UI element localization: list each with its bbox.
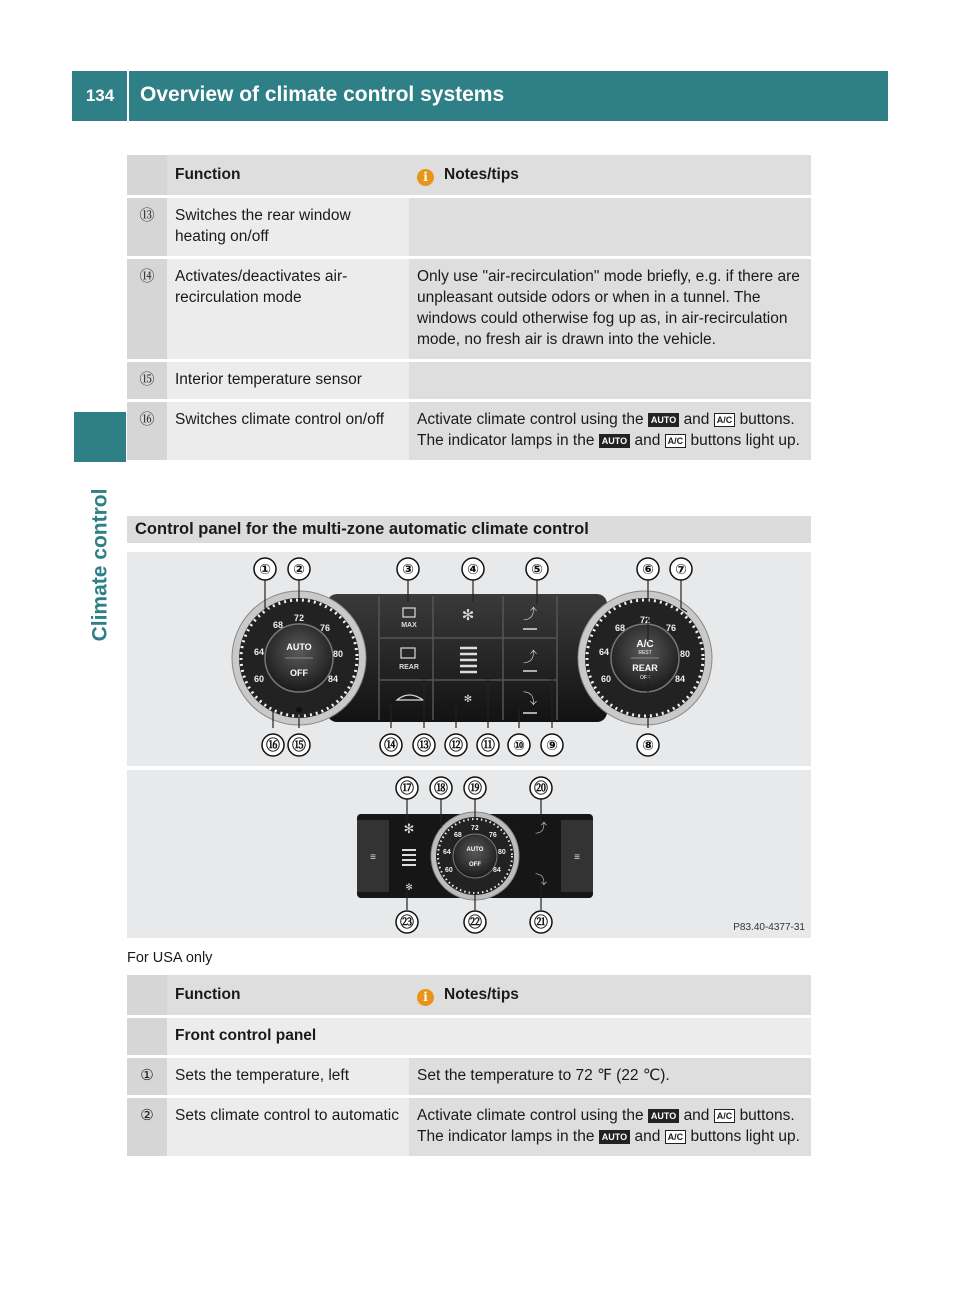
auto-button-icon: AUTO <box>648 413 679 427</box>
ac-button-icon: A/C <box>714 1109 736 1123</box>
front-panel-illustration <box>127 552 811 766</box>
callout-1: ① <box>259 561 271 577</box>
fan-high-icon: ✻ <box>461 607 475 624</box>
table-row: ⑮ Interior temperature sensor <box>127 361 811 401</box>
rear-control-panel-figure <box>127 770 811 938</box>
callout-4: ④ <box>467 561 479 577</box>
rear-fan-low-icon: ✻ <box>405 882 413 892</box>
svg-text:68: 68 <box>454 832 462 839</box>
column-header-notes: i Notes/tips <box>409 975 811 1017</box>
svg-text:76: 76 <box>489 832 497 839</box>
svg-text:80: 80 <box>498 849 506 856</box>
svg-text:60: 60 <box>254 674 265 684</box>
svg-text:80: 80 <box>333 649 344 659</box>
callout-17: ⑰ <box>400 780 414 796</box>
header-divider <box>127 71 129 121</box>
callout-3: ③ <box>402 561 414 577</box>
svg-text:OFF: OFF <box>640 675 650 681</box>
page-number: 134 <box>85 86 115 105</box>
callout-9: ⑨ <box>546 737 558 753</box>
seat-heat-left-icon: ≡ <box>370 852 376 863</box>
callout-6: ⑥ <box>642 561 654 577</box>
ac-button-icon: A/C <box>665 1130 687 1144</box>
table-row: ⑭ Activates/deactivates air-recirculation mode Only use "air-recirculation" mode briefly, e.g. if there are unpleasant outside odors or when in a tunnel. The windows could otherwise fog up as, in air-recirculation mode, no fresh air is drawn into the vehicle. <box>127 258 811 361</box>
rear-airflow-upper-icon: ⤴ <box>534 821 548 835</box>
callout-20: ⑳ <box>534 780 548 796</box>
svg-text:68: 68 <box>615 623 626 633</box>
section-tab <box>74 412 126 462</box>
column-header-function: Function <box>167 975 409 1017</box>
table-row: ⑯ Switches climate control on/off Activate climate control using the AUTO and A/C buttons. The indicator lamps in the AUTO and A/C buttons light up. <box>127 401 811 462</box>
market-note: For USA only <box>127 950 213 966</box>
column-header-notes: i Notes/tips <box>409 155 811 197</box>
rear-panel-illustration <box>127 770 811 938</box>
callout-12: ⑫ <box>449 737 463 753</box>
front-control-panel-figure <box>127 552 811 766</box>
callout-10: ⑩ <box>513 737 525 753</box>
rear-airflow-lower-icon: ⤵ <box>534 873 548 887</box>
table-header-row <box>127 975 811 1017</box>
table-header-row <box>127 155 811 197</box>
svg-text:84: 84 <box>328 674 339 684</box>
svg-text:REST: REST <box>638 650 652 656</box>
callout-11: ⑪ <box>481 737 495 753</box>
svg-text:60: 60 <box>445 867 453 874</box>
seat-heat-right-icon: ≡ <box>574 852 580 863</box>
ac-button-icon: A/C <box>665 434 687 448</box>
rear-fan-high-icon: ✻ <box>403 821 415 836</box>
callout-13: ⑬ <box>417 737 431 753</box>
callout-21: ㉑ <box>534 914 548 930</box>
rear-label: REAR <box>632 663 658 673</box>
callout-16: ⑯ <box>266 737 280 753</box>
svg-text:64: 64 <box>599 647 610 657</box>
svg-text:64: 64 <box>443 849 451 856</box>
callout-7: ⑦ <box>675 561 687 577</box>
table-row: ① Sets the temperature, left Set the temperature to 72 ℉ (22 ℃). <box>127 1057 811 1097</box>
max-defrost-label: MAX <box>401 622 417 629</box>
function-table-1 <box>127 155 811 463</box>
ac-label: A/C <box>636 639 654 650</box>
section-side-label: Climate control <box>88 488 112 642</box>
callout-18: ⑱ <box>434 780 448 796</box>
svg-text:OFF: OFF <box>469 862 481 868</box>
page-title: Overview of climate control systems <box>140 83 505 106</box>
rear-defrost-label: REAR <box>399 664 419 671</box>
svg-text:60: 60 <box>601 674 612 684</box>
svg-text:72: 72 <box>471 825 479 832</box>
callout-23: ㉓ <box>400 914 414 930</box>
airflow-windshield-icon: ⤴ <box>523 606 537 622</box>
callout-2: ② <box>293 561 305 577</box>
airflow-center-icon: ⤴ <box>523 649 537 665</box>
section-heading: Control panel for the multi-zone automatic climate control <box>127 516 811 543</box>
table-row: ⑬ Switches the rear window heating on/off <box>127 197 811 258</box>
info-icon: i <box>417 989 434 1006</box>
table-subheader-row <box>127 1017 811 1057</box>
callout-5: ⑤ <box>531 561 543 577</box>
svg-text:84: 84 <box>493 867 501 874</box>
svg-text:72: 72 <box>640 615 651 625</box>
callout-14: ⑭ <box>384 737 398 753</box>
off-label: OFF <box>290 668 308 678</box>
fan-low-icon: ✻ <box>463 694 473 705</box>
auto-button-icon: AUTO <box>599 1130 630 1144</box>
airflow-footwell-icon: ⤵ <box>523 691 537 707</box>
column-header-function: Function <box>167 155 409 197</box>
front-control-panel-label: Front control panel <box>167 1017 811 1057</box>
callout-19: ⑲ <box>468 780 482 796</box>
callout-8: ⑧ <box>642 737 654 753</box>
callout-15: ⑮ <box>292 737 306 753</box>
svg-text:68: 68 <box>273 620 284 630</box>
auto-button-icon: AUTO <box>599 434 630 448</box>
svg-text:84: 84 <box>675 674 686 684</box>
function-table-2 <box>127 975 811 1159</box>
auto-button-icon: AUTO <box>648 1109 679 1123</box>
table-row: ② Sets climate control to automatic Activate climate control using the AUTO and A/C buttons. The indicator lamps in the AUTO and A/C buttons light up. <box>127 1097 811 1158</box>
svg-text:72: 72 <box>294 613 305 623</box>
callout-22: ㉒ <box>468 914 482 930</box>
svg-text:76: 76 <box>320 623 331 633</box>
ac-button-icon: A/C <box>714 413 736 427</box>
svg-text:64: 64 <box>254 647 265 657</box>
svg-text:76: 76 <box>666 623 677 633</box>
info-icon: i <box>417 169 434 186</box>
svg-text:80: 80 <box>680 649 691 659</box>
right-temperature-dial <box>578 591 712 725</box>
figure-code: P83.40-4377-31 <box>733 922 805 933</box>
auto-label: AUTO <box>286 642 312 652</box>
svg-text:AUTO: AUTO <box>466 847 484 853</box>
